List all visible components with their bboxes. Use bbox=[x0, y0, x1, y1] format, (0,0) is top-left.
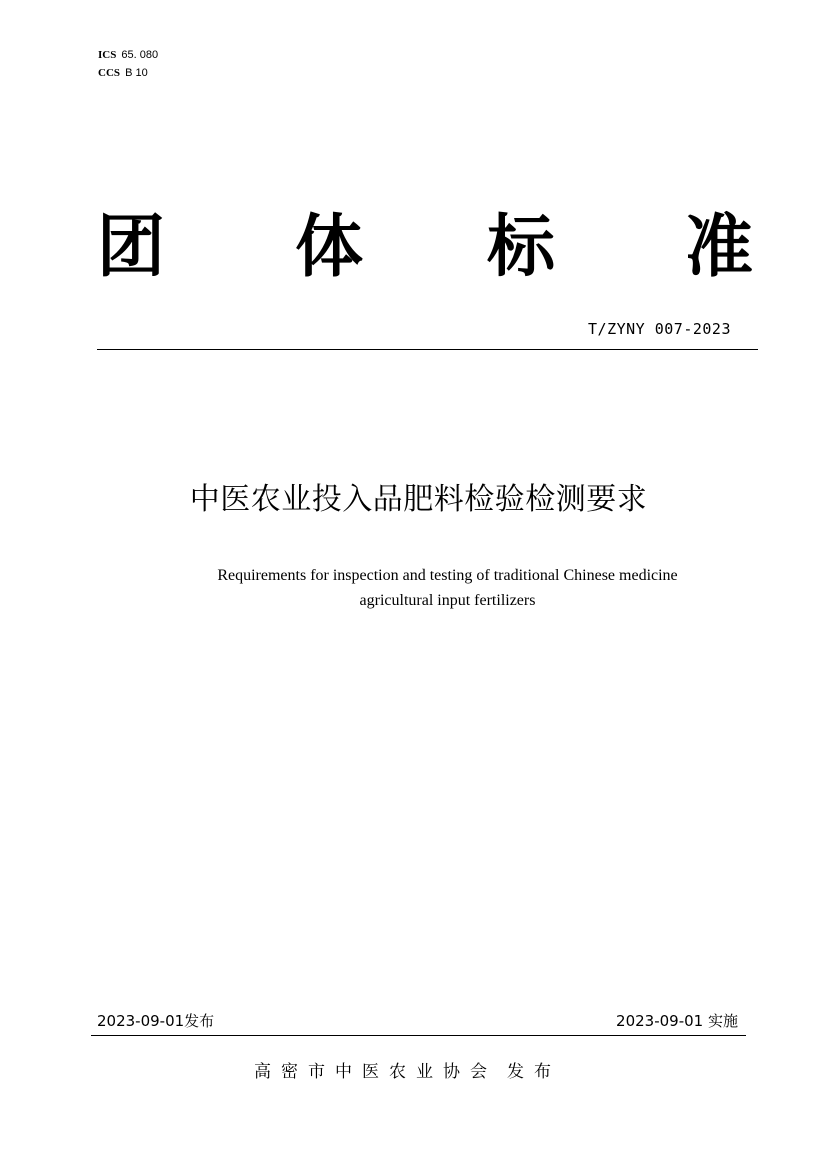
top-divider bbox=[97, 349, 758, 350]
title-english-line: Requirements for inspection and testing of traditional Chinese medicine bbox=[217, 567, 678, 584]
classification-codes bbox=[98, 46, 158, 82]
bottom-divider bbox=[91, 1035, 746, 1036]
publish-date: 2023-09-01发布 bbox=[97, 1012, 215, 1030]
ics-value: 65. 080 bbox=[121, 49, 159, 61]
standard-type-char: 团 bbox=[97, 208, 166, 287]
document-title-english bbox=[0, 563, 815, 613]
ccs-code bbox=[98, 64, 158, 82]
publisher-organization: 高密市中医农业协会 bbox=[254, 1062, 497, 1082]
implementation-date: 2023-09-01 实施 bbox=[616, 1012, 738, 1030]
ccs-label: CCS bbox=[98, 67, 121, 79]
ccs-value: B 10 bbox=[125, 67, 148, 79]
document-title-chinese: 中医农业投入品肥料检验检测要求 bbox=[189, 482, 648, 517]
standard-type-heading bbox=[97, 208, 755, 288]
standard-type-char: 准 bbox=[685, 208, 754, 287]
standard-type-char: 标 bbox=[487, 208, 556, 287]
title-english-line: agricultural input fertilizers bbox=[359, 592, 536, 609]
standard-number: T/ZYNY 007-2023 bbox=[588, 320, 731, 338]
standard-type-char: 体 bbox=[295, 208, 364, 287]
publisher-line bbox=[0, 1057, 815, 1082]
ics-label: ICS bbox=[98, 49, 117, 61]
ics-code bbox=[98, 46, 158, 64]
publisher-action: 发布 bbox=[507, 1062, 561, 1082]
